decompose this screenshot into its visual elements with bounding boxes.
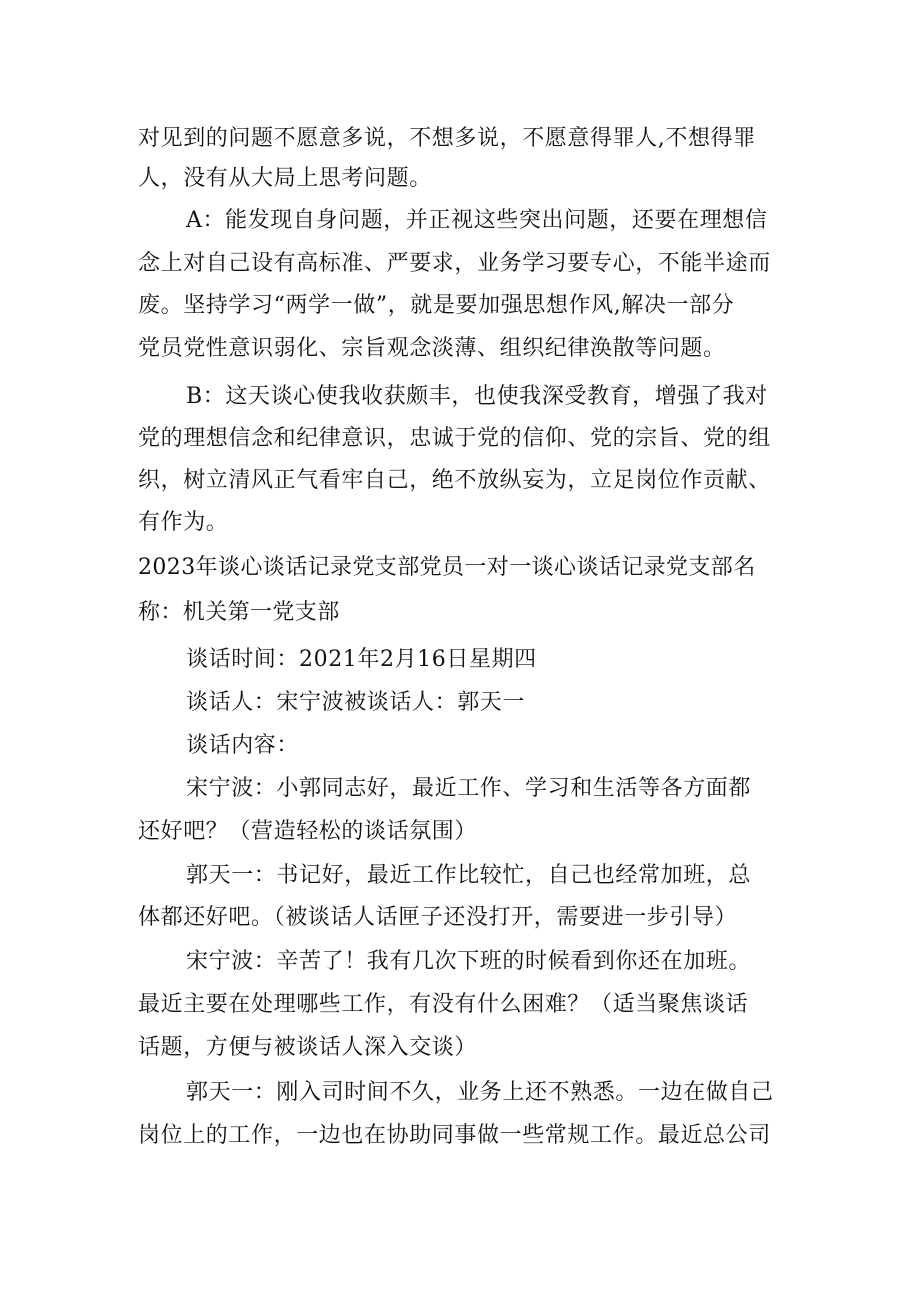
paragraph-line: 有作为。 (138, 510, 229, 535)
paragraph-line: B：这天谈心使我收获颇丰，也使我深受教育，增强了我对 (186, 384, 768, 409)
dialogue-line: 话题，方便与被谈话人深入交谈） (138, 1035, 478, 1060)
section-heading: 2023年谈心谈话记录党支部党员一对一谈心谈话记录党支部名 (138, 555, 756, 580)
paragraph-line: 人，没有从大局上思考问题。 (138, 166, 432, 191)
dialogue-line: 岗位上的工作，一边也在协助同事做一些常规工作。最近总公司 (138, 1123, 771, 1148)
dialogue-line: 还好吧？（营造轻松的谈话氛围） (138, 819, 478, 844)
paragraph-line: 对见到的问题不愿意多说，不想多说，不愿意得罪人,不想得罪 (138, 126, 756, 151)
paragraph-line: 织，树立清风正气看牢自己，绝不放纵妄为，立足岗位作贡献、 (138, 468, 771, 493)
paragraph-line: 党员党性意识弱化、宗旨观念淡薄、组织纪律涣散等问题。 (138, 336, 726, 361)
dialogue-line: 郭天一：书记好，最近工作比较忙，自己也经常加班，总 (186, 863, 752, 888)
interview-content-label: 谈话内容： (186, 733, 300, 758)
paragraph-line: 党的理想信念和纪律意识，忠诚于党的信仰、党的宗旨、党的组 (138, 426, 771, 451)
paragraph-line: A：能发现自身问题，并正视这些突出问题，还要在理想信 (186, 208, 768, 233)
dialogue-line: 宋宁波：小郭同志好，最近工作、学习和生活等各方面都 (186, 776, 752, 801)
dialogue-line: 最近主要在处理哪些工作，有没有什么困难？（适当聚焦谈话 (138, 992, 749, 1017)
paragraph-line: 念上对自己设有高标准、严要求，业务学习要专心，不能半途而 (138, 251, 771, 276)
dialogue-line: 体都还好吧。（被谈话人话匣子还没打开，需要进一步引导） (138, 905, 738, 930)
interview-participants: 谈话人：宋宁波被谈话人：郭天一 (186, 690, 526, 715)
paragraph-line: 废。坚持学习“两学一做”，就是要加强思想作风,解决一部分 (138, 293, 735, 318)
dialogue-line: 郭天一：刚入司时间不久，业务上还不熟悉。一边在做自己 (186, 1080, 774, 1105)
section-heading: 称：机关第一党支部 (138, 600, 340, 625)
interview-time: 谈话时间：2021年2月16日星期四 (186, 647, 537, 672)
dialogue-line: 宋宁波：辛苦了！我有几次下班的时候看到你还在加班。 (186, 949, 752, 974)
